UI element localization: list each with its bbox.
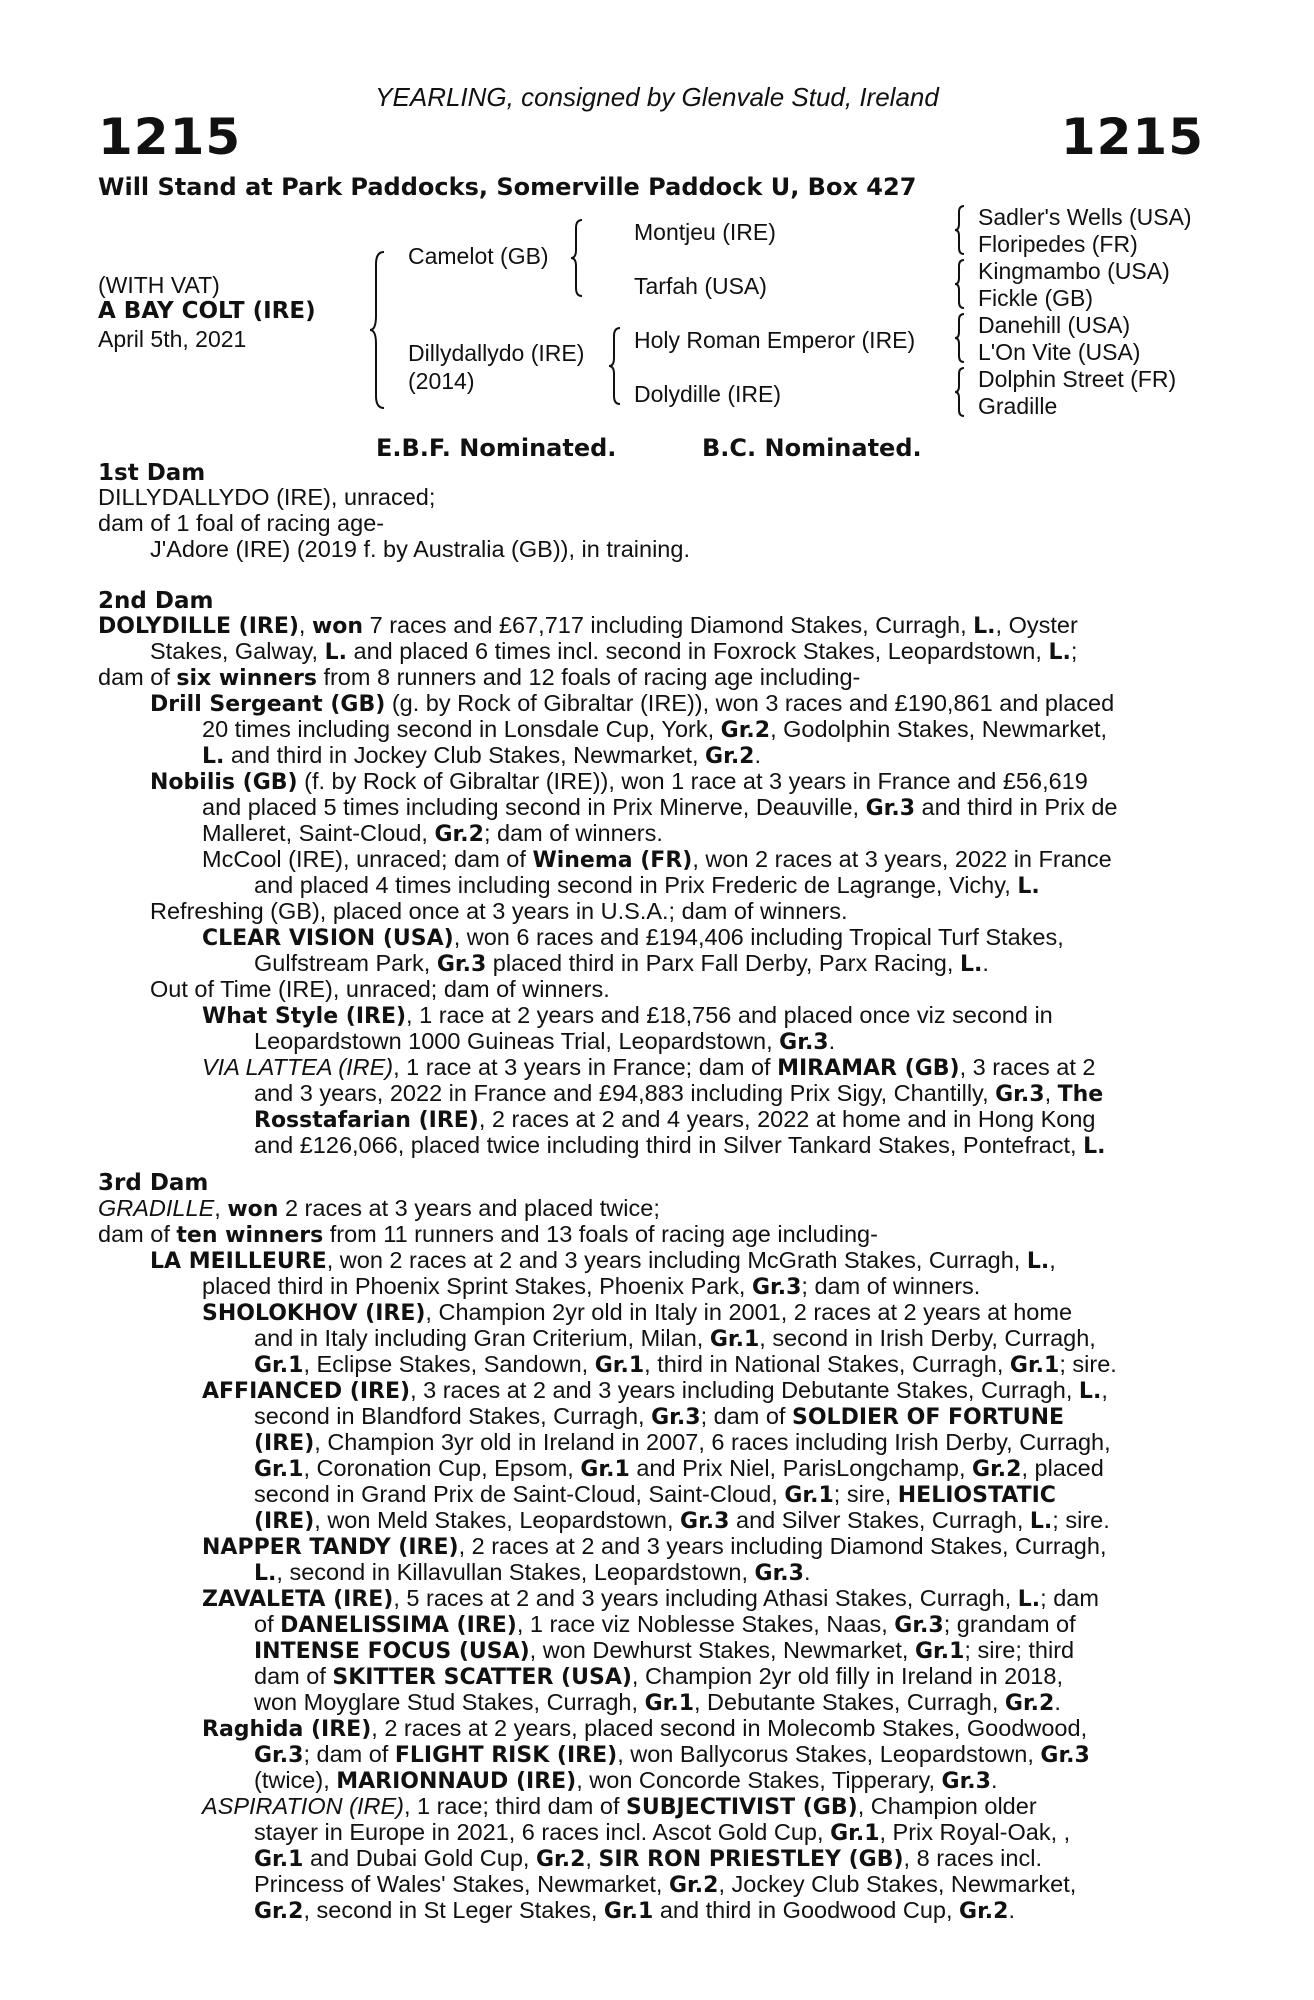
- text: , Coronation Cup, Epsom,: [303, 1455, 581, 1481]
- third-dam-line: [254, 1507, 1110, 1535]
- third-dam-line: [202, 1533, 1106, 1561]
- first-dam-line: J'Adore (IRE) (2019 f. by Australia (GB)), in training.: [150, 536, 690, 562]
- text: Leopardstown 1000 Guineas Trial, Leopardstown,: [254, 1028, 780, 1054]
- dam-year: (2014): [408, 368, 475, 394]
- race-grade: L.: [1078, 1379, 1102, 1404]
- text: .: [982, 950, 989, 976]
- race-grade: Gr.1: [254, 1457, 304, 1482]
- text: Princess of Wales' Stakes, Newmarket,: [254, 1871, 669, 1897]
- text: placed third in Phoenix Sprint Stakes, Phoenix Park,: [202, 1273, 752, 1299]
- text: of: [254, 1611, 281, 1637]
- text: , 1 race at 2 years and £18,756 and placed once viz second in: [406, 1002, 1053, 1028]
- consignment-line: YEARLING, consigned by Glenvale Stud, Ireland: [375, 82, 939, 112]
- text: from 8 runners and 12 foals of racing age including-: [316, 664, 861, 690]
- text: , Champion 2yr old in Italy in 2001, 2 races at 2 years at home: [425, 1299, 1073, 1325]
- g3-brace-3: [954, 312, 968, 364]
- text: and third in Prix de: [915, 794, 1118, 820]
- race-grade: L.: [1029, 1509, 1053, 1534]
- horse-name: Raghida (IRE): [202, 1717, 372, 1742]
- second-dam-line: [202, 820, 663, 848]
- second-dam-line: Refreshing (GB), placed once at 3 years in U.S.A.; dam of winners.: [150, 898, 848, 924]
- horse-name: The: [1057, 1082, 1104, 1107]
- ancestor-1: Sadler's Wells (USA): [978, 204, 1192, 230]
- text: , third in National Stakes, Curragh,: [644, 1351, 1010, 1377]
- race-grade: Gr.2: [535, 1847, 586, 1872]
- horse-name: NAPPER TANDY (IRE): [202, 1535, 459, 1560]
- text: , second in St Leger Stakes,: [303, 1897, 604, 1923]
- race-grade: Gr.1: [254, 1847, 304, 1872]
- lot-number-left: 1215: [98, 108, 242, 166]
- text: , second in Irish Derby, Curragh,: [759, 1325, 1096, 1351]
- horse-name: A BAY COLT (IRE): [98, 298, 316, 324]
- race-grade: L.: [1048, 640, 1071, 665]
- horse-name: (IRE): [254, 1431, 315, 1456]
- second-dam-line: [254, 950, 989, 978]
- ebf-nomination: E.B.F. Nominated.: [376, 434, 617, 462]
- text: , Eclipse Stakes, Sandown,: [303, 1351, 595, 1377]
- ancestor-5: Danehill (USA): [978, 312, 1131, 338]
- horse-name: Winema (FR): [532, 848, 693, 873]
- text: stayer in Europe in 2021, 6 races incl. Ascot Gold Cup,: [254, 1819, 831, 1845]
- race-grade: Gr.2: [720, 718, 771, 743]
- text: , Oyster: [995, 612, 1078, 638]
- text: , won Meld Stakes, Leopardstown,: [314, 1507, 681, 1533]
- text: from 11 runners and 13 foals of racing age including-: [323, 1221, 878, 1247]
- second-dam-line: [202, 742, 761, 770]
- horse-name: SKITTER SCATTER (USA): [332, 1665, 632, 1690]
- race-grade: Gr.1: [594, 1353, 645, 1378]
- second-dam-line: [202, 716, 1107, 744]
- text: and 3 years, 2022 in France and £94,883 including Prix Sigy, Chantilly,: [254, 1080, 996, 1106]
- text: and Dubai Gold Cup,: [303, 1845, 536, 1871]
- second-dam-line: [98, 612, 1078, 640]
- text: ,: [298, 612, 312, 638]
- third-dam-line: [254, 1871, 1076, 1899]
- race-grade: Gr.3: [941, 1769, 991, 1794]
- text: .: [754, 742, 762, 768]
- text: Gulfstream Park,: [254, 950, 437, 976]
- race-grade: Gr.2: [959, 1899, 1009, 1924]
- text: won: [311, 614, 364, 639]
- ancestor-3: Kingmambo (USA): [978, 258, 1170, 284]
- second-dam-line: [202, 924, 1064, 952]
- dam-sire: Holy Roman Emperor (IRE): [634, 327, 916, 353]
- sire-dam: Tarfah (USA): [634, 273, 767, 299]
- bc-nomination: B.C. Nominated.: [702, 434, 922, 462]
- race-grade: Gr.1: [254, 1353, 304, 1378]
- text: and Silver Stakes, Curragh,: [729, 1507, 1030, 1533]
- race-grade: Gr.3: [1040, 1743, 1090, 1768]
- race-grade: Gr.2: [254, 1899, 304, 1924]
- ancestor-6: L'On Vite (USA): [978, 339, 1141, 365]
- third-dam-line: [254, 1351, 1117, 1379]
- text: and Prix Niel, ParisLongchamp,: [629, 1455, 973, 1481]
- race-grade: Gr.3: [754, 1561, 804, 1586]
- text: 20 times including second in Lonsdale Cup, York,: [202, 716, 721, 742]
- third-dam-line: [254, 1455, 1104, 1483]
- race-grade: Gr.3: [651, 1405, 701, 1430]
- text: ; sire,: [833, 1481, 898, 1507]
- horse-name: ZAVALETA (IRE): [202, 1587, 394, 1612]
- third-dam-line: [254, 1845, 1042, 1873]
- second-dam-line: [150, 638, 1077, 666]
- vat-note: (WITH VAT): [98, 272, 220, 298]
- third-dam-line: [254, 1637, 1074, 1665]
- race-grade: Gr.2: [434, 822, 484, 847]
- text: ; dam of winners.: [483, 820, 663, 846]
- text: , 1 race at 3 years in France; dam of: [393, 1054, 778, 1080]
- text: won: [227, 1197, 279, 1222]
- text: second in Grand Prix de Saint-Cloud, Saint-Cloud,: [254, 1481, 785, 1507]
- second-dam-heading: 2nd Dam: [98, 588, 214, 614]
- foaling-date: April 5th, 2021: [98, 326, 247, 352]
- lot-number-right: 1215: [1060, 108, 1204, 166]
- horse-name: DOLYDILLE (IRE): [98, 614, 299, 639]
- third-dam-line: [254, 1559, 810, 1587]
- race-grade: Gr.2: [1004, 1691, 1055, 1716]
- first-dam-heading: 1st Dam: [98, 460, 206, 486]
- dam-brace: [608, 326, 624, 406]
- race-grade: Gr.1: [709, 1327, 760, 1352]
- race-grade: L.: [202, 744, 225, 769]
- race-grade: Gr.1: [580, 1457, 630, 1482]
- race-grade: Gr.2: [972, 1457, 1022, 1482]
- horse-name: VIA LATTEA (IRE): [202, 1054, 394, 1080]
- first-dam-line: dam of 1 foal of racing age-: [98, 510, 385, 536]
- race-grade: L.: [1026, 1249, 1050, 1274]
- text: , Champion 3yr old in Ireland in 2007, 6 races including Irish Derby, Curragh,: [314, 1429, 1111, 1455]
- race-grade: Gr.1: [1009, 1353, 1060, 1378]
- horse-name: Rosstafarian (IRE): [254, 1108, 479, 1133]
- text: ,: [1044, 1080, 1058, 1106]
- text: , 2 races at 2 and 4 years, 2022 at home and in Hong Kong: [478, 1106, 1096, 1132]
- text: and £126,066, placed twice including third in Silver Tankard Stakes, Pontefract,: [254, 1132, 1084, 1158]
- third-dam-line: [254, 1429, 1111, 1457]
- horse-name: CLEAR VISION (USA): [202, 926, 454, 951]
- text: , placed: [1021, 1455, 1104, 1481]
- first-dam-line: DILLYDALLYDO (IRE), unraced;: [98, 484, 436, 510]
- race-grade: L.: [324, 640, 347, 665]
- race-grade: Gr.2: [669, 1873, 719, 1898]
- horse-name: SOLDIER OF FORTUNE: [792, 1405, 1065, 1430]
- horse-name: ASPIRATION (IRE): [202, 1793, 404, 1819]
- text: , won Concorde Stakes, Tipperary,: [576, 1767, 942, 1793]
- third-dam-line: [254, 1819, 1070, 1847]
- race-grade: Gr.3: [779, 1030, 829, 1055]
- second-dam-line: [254, 1028, 835, 1056]
- third-dam-line: [254, 1611, 1076, 1639]
- horse-name: Drill Sergeant (GB): [150, 692, 386, 717]
- text: six winners: [176, 666, 317, 691]
- horse-name: What Style (IRE): [202, 1004, 407, 1029]
- g3-brace-2: [954, 258, 968, 310]
- horse-name: HELIOSTATIC: [897, 1483, 1056, 1508]
- third-dam-line: [254, 1481, 1056, 1509]
- text: , won 2 races at 2 and 3 years including McGrath Stakes, Curragh,: [326, 1247, 1027, 1273]
- horse-name: MARIONNAUD (IRE): [336, 1769, 577, 1794]
- text: , Godolphin Stakes, Newmarket,: [770, 716, 1108, 742]
- g3-brace-4: [954, 366, 968, 418]
- race-grade: Gr.3: [680, 1509, 730, 1534]
- text: , 1 race viz Noblesse Stakes, Naas,: [516, 1611, 895, 1637]
- race-grade: Gr.1: [914, 1639, 965, 1664]
- text: and third in Jockey Club Stakes, Newmarket,: [224, 742, 706, 768]
- second-dam-line: [202, 1054, 1095, 1082]
- third-dam-line: [202, 1585, 1099, 1613]
- text: placed third in Parx Fall Derby, Parx Racing,: [486, 950, 960, 976]
- text: , Debutante Stakes, Curragh,: [694, 1689, 1005, 1715]
- dam: Dillydallydo (IRE): [408, 340, 585, 366]
- text: , won 2 races at 3 years, 2022 in France: [692, 846, 1112, 872]
- third-dam-line: [98, 1195, 660, 1223]
- second-dam-line: [254, 1080, 1103, 1108]
- g3-brace-1: [954, 204, 968, 256]
- second-dam-line: [150, 690, 1114, 718]
- text: ; dam of: [303, 1741, 395, 1767]
- third-dam-line: [150, 1247, 1056, 1275]
- sire-sire: Montjeu (IRE): [634, 219, 776, 245]
- text: , won Ballycorus Stakes, Leopardstown,: [617, 1741, 1041, 1767]
- text: (twice),: [254, 1767, 337, 1793]
- text: , 2 races at 2 years, placed second in Molecomb Stakes, Goodwood,: [371, 1715, 1088, 1741]
- text: ,: [1101, 1377, 1108, 1403]
- text: .: [828, 1028, 836, 1054]
- race-grade: Gr.3: [894, 1613, 944, 1638]
- third-dam-line: [202, 1377, 1108, 1405]
- text: , Jockey Club Stakes, Newmarket,: [718, 1871, 1077, 1897]
- third-dam-line: [202, 1715, 1087, 1743]
- horse-name: SIR RON PRIESTLEY (GB): [598, 1847, 904, 1872]
- text: .: [803, 1559, 811, 1585]
- race-grade: Gr.3: [865, 796, 916, 821]
- dam-dam: Dolydille (IRE): [634, 381, 781, 407]
- race-grade: Gr.1: [603, 1899, 654, 1924]
- text: , Prix Royal-Oak, ,: [879, 1819, 1071, 1845]
- horse-name: FLIGHT RISK (IRE): [394, 1743, 618, 1768]
- text: .: [1008, 1897, 1015, 1923]
- text: ; sire.: [1059, 1351, 1117, 1377]
- text: , Champion 2yr old filly in Ireland in 2018,: [631, 1663, 1063, 1689]
- ancestor-4: Fickle (GB): [978, 285, 1093, 311]
- text: ,: [214, 1195, 228, 1221]
- horse-name: Nobilis (GB): [150, 770, 298, 795]
- stand-location: Will Stand at Park Paddocks, Somerville Paddock U, Box 427: [98, 173, 917, 201]
- text: ; dam: [1040, 1585, 1099, 1611]
- race-grade: Gr.3: [436, 952, 487, 977]
- race-grade: Gr.1: [830, 1821, 880, 1846]
- text: dam of: [98, 664, 177, 690]
- text: ten winners: [176, 1223, 324, 1248]
- ancestor-8: Gradille: [978, 393, 1058, 419]
- pedigree-main-brace: [368, 250, 388, 410]
- second-dam-line: [254, 872, 1040, 900]
- third-dam-line: [254, 1741, 1090, 1769]
- second-dam-line: [150, 768, 1088, 796]
- race-grade: L.: [973, 614, 996, 639]
- ancestor-7: Dolphin Street (FR): [978, 366, 1177, 392]
- second-dam-line: [254, 1132, 1105, 1160]
- text: second in Blandford Stakes, Curragh,: [254, 1403, 652, 1429]
- third-dam-line: [254, 1663, 1063, 1691]
- horse-name: DANELISSIMA (IRE): [280, 1613, 517, 1638]
- text: won Moyglare Stud Stakes, Curragh,: [254, 1689, 645, 1715]
- second-dam-line: [254, 1106, 1096, 1134]
- race-grade: L.: [1017, 1587, 1041, 1612]
- third-dam-line: [202, 1793, 1037, 1821]
- text: , second in Killavullan Stakes, Leopardstown,: [276, 1559, 755, 1585]
- text: .: [990, 1767, 998, 1793]
- text: dam of: [98, 1221, 177, 1247]
- race-grade: L.: [1017, 874, 1040, 899]
- text: , 3 races at 2 and 3 years including Debutante Stakes, Curragh,: [410, 1377, 1079, 1403]
- text: McCool (IRE), unraced; dam of: [202, 846, 533, 872]
- text: ,: [585, 1845, 599, 1871]
- text: ; dam of: [700, 1403, 792, 1429]
- text: , 3 races at 2: [959, 1054, 1096, 1080]
- text: (f. by Rock of Gibraltar (IRE)), won 1 race at 3 years in France and £56,619: [297, 768, 1088, 794]
- text: , won 6 races and £194,406 including Tropical Turf Stakes,: [453, 924, 1064, 950]
- race-grade: L.: [254, 1561, 277, 1586]
- sire: Camelot (GB): [408, 243, 549, 269]
- third-dam-line: [98, 1221, 878, 1249]
- text: , won Dewhurst Stakes, Newmarket,: [529, 1637, 915, 1663]
- horse-name: SHOLOKHOV (IRE): [202, 1301, 426, 1326]
- text: 2 races at 3 years and placed twice;: [278, 1195, 660, 1221]
- text: ; sire.: [1052, 1507, 1110, 1533]
- horse-name: (IRE): [254, 1509, 315, 1534]
- text: and in Italy including Gran Criterium, Milan,: [254, 1325, 710, 1351]
- text: Stakes, Galway,: [150, 638, 325, 664]
- horse-name: AFFIANCED (IRE): [202, 1379, 411, 1404]
- text: dam of: [254, 1663, 333, 1689]
- text: (g. by Rock of Gibraltar (IRE)), won 3 races and £190,861 and placed: [385, 690, 1115, 716]
- horse-name: INTENSE FOCUS (USA): [254, 1639, 530, 1664]
- text: and placed 4 times including second in Prix Frederic de Lagrange, Vichy,: [254, 872, 1018, 898]
- ancestor-2: Floripedes (FR): [978, 231, 1138, 257]
- text: 7 races and £67,717 including Diamond Stakes, Curragh,: [363, 612, 974, 638]
- second-dam-line: [202, 794, 1118, 822]
- text: Malleret, Saint-Cloud,: [202, 820, 435, 846]
- text: ;: [1070, 638, 1078, 664]
- second-dam-line: [202, 1002, 1053, 1030]
- race-grade: Gr.1: [644, 1691, 694, 1716]
- text: and third in Goodwood Cup,: [653, 1897, 960, 1923]
- text: , Champion older: [857, 1793, 1037, 1819]
- text: , 2 races at 2 and 3 years including Diamond Stakes, Curragh,: [458, 1533, 1107, 1559]
- third-dam-line: [254, 1897, 1015, 1925]
- second-dam-line: [202, 846, 1112, 874]
- text: , 1 race; third dam of: [403, 1793, 626, 1819]
- race-grade: Gr.3: [995, 1082, 1045, 1107]
- text: ; grandam of: [943, 1611, 1076, 1637]
- race-grade: L.: [1083, 1134, 1106, 1159]
- third-dam-line: [254, 1325, 1096, 1353]
- text: ; dam of winners.: [801, 1273, 981, 1299]
- horse-name: SUBJECTIVIST (GB): [626, 1795, 858, 1820]
- text: ; sire; third: [964, 1637, 1075, 1663]
- third-dam-line: [202, 1273, 980, 1301]
- third-dam-heading: 3rd Dam: [98, 1170, 209, 1196]
- text: and placed 6 times incl. second in Foxrock Stakes, Leopardstown,: [346, 638, 1049, 664]
- race-grade: Gr.2: [705, 744, 755, 769]
- text: ,: [1049, 1247, 1056, 1273]
- race-grade: Gr.1: [784, 1483, 834, 1508]
- text: .: [1054, 1689, 1061, 1715]
- second-dam-line: Out of Time (IRE), unraced; dam of winners.: [150, 976, 610, 1002]
- third-dam-line: [254, 1767, 998, 1795]
- race-grade: Gr.3: [254, 1743, 304, 1768]
- sire-brace: [570, 218, 586, 298]
- second-dam-line: [98, 664, 860, 692]
- horse-name: LA MEILLEURE: [150, 1249, 327, 1274]
- text: , 8 races incl.: [903, 1845, 1042, 1871]
- horse-name: MIRAMAR (GB): [777, 1056, 960, 1081]
- race-grade: Gr.3: [751, 1275, 802, 1300]
- third-dam-line: [254, 1689, 1061, 1717]
- race-grade: L.: [959, 952, 983, 977]
- horse-name: GRADILLE: [98, 1195, 215, 1221]
- third-dam-line: [254, 1403, 1064, 1431]
- text: , 5 races at 2 and 3 years including Athasi Stakes, Curragh,: [393, 1585, 1018, 1611]
- text: and placed 5 times including second in Prix Minerve, Deauville,: [202, 794, 866, 820]
- third-dam-line: [202, 1299, 1072, 1327]
